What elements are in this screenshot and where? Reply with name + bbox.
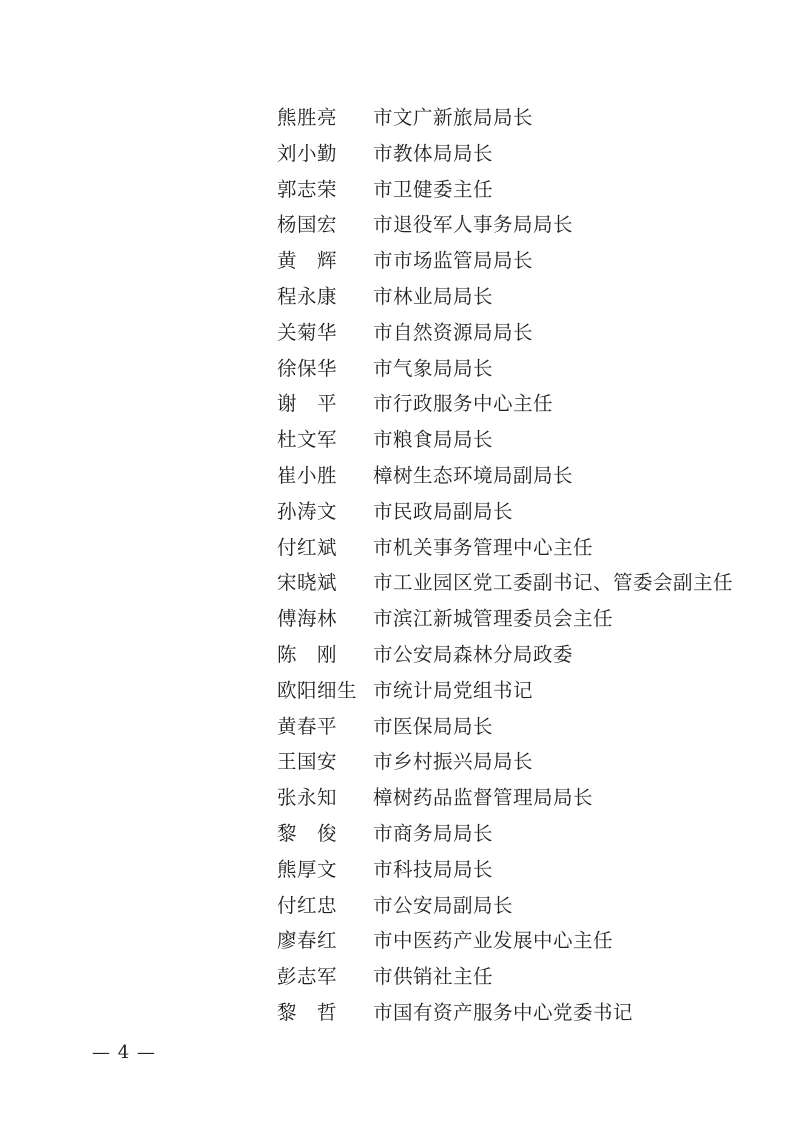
list-item — [277, 852, 757, 888]
member-name: 廖春红 — [277, 929, 338, 953]
member-name: 熊厚文 — [277, 857, 338, 881]
member-title: 市市场监管局局长 — [373, 249, 534, 273]
member-title: 市工业园区党工委副书记、管委会副主任 — [373, 571, 734, 595]
member-title: 市滨江新城管理委员会主任 — [373, 607, 614, 631]
member-name: 杨国宏 — [277, 213, 338, 237]
member-title: 市行政服务中心主任 — [373, 392, 554, 416]
member-name: 黎 哲 — [277, 1000, 338, 1024]
member-title: 市民政局副局长 — [373, 499, 514, 523]
list-item — [277, 530, 757, 566]
list-item — [277, 207, 757, 243]
member-title: 市乡村振兴局局长 — [373, 750, 534, 774]
member-title: 樟树生态环境局副局长 — [373, 463, 574, 487]
list-item — [277, 565, 757, 601]
member-name: 彭志军 — [277, 965, 338, 989]
member-name: 张永知 — [277, 786, 338, 810]
member-name: 杜文军 — [277, 428, 338, 452]
member-title: 市公安局森林分局政委 — [373, 642, 574, 666]
member-name: 孙涛文 — [277, 499, 338, 523]
member-title: 市自然资源局局长 — [373, 320, 534, 344]
member-title: 市公安局副局长 — [373, 893, 514, 917]
member-title: 市文广新旅局局长 — [373, 106, 534, 129]
member-title: 市退役军人事务局局长 — [373, 213, 574, 237]
member-name: 郭志荣 — [277, 177, 338, 201]
member-name: 黄 辉 — [277, 249, 338, 273]
list-item — [277, 172, 757, 208]
member-title: 市卫健委主任 — [373, 177, 494, 201]
list-item — [277, 923, 757, 959]
member-title: 市林业局局长 — [373, 284, 494, 308]
member-title: 市供销社主任 — [373, 965, 494, 989]
list-item — [277, 780, 757, 816]
member-name: 程永康 — [277, 284, 338, 308]
member-title: 市医保局局长 — [373, 714, 494, 738]
list-item — [277, 744, 757, 780]
list-item — [277, 959, 757, 995]
member-title: 市教体局局长 — [373, 141, 494, 165]
list-item — [277, 386, 757, 422]
member-title: 市商务局局长 — [373, 821, 494, 845]
member-name: 黎 俊 — [277, 821, 338, 845]
member-name: 宋晓斌 — [277, 571, 338, 595]
member-title: 市气象局局长 — [373, 356, 494, 380]
member-title: 市科技局局长 — [373, 857, 494, 881]
member-name: 关菊华 — [277, 320, 338, 344]
member-title: 市粮食局局长 — [373, 428, 494, 452]
member-list — [277, 100, 757, 1031]
member-title: 市统计局党组书记 — [373, 678, 534, 702]
member-title: 樟树药品监督管理局局长 — [373, 786, 594, 810]
member-name: 付红斌 — [277, 535, 338, 559]
list-item — [277, 494, 757, 530]
member-name: 王国安 — [277, 750, 338, 774]
member-name: 陈 刚 — [277, 642, 338, 666]
list-item — [277, 637, 757, 673]
member-name: 黄春平 — [277, 714, 338, 738]
list-item — [277, 351, 757, 387]
page-number: — 4 — — [92, 1042, 156, 1063]
member-title: 市国有资产服务中心党委书记 — [373, 1000, 634, 1024]
list-item — [277, 422, 757, 458]
list-item — [277, 243, 757, 279]
member-name: 傅海林 — [277, 607, 338, 631]
list-item — [277, 709, 757, 745]
list-item — [277, 673, 757, 709]
member-name: 付红忠 — [277, 893, 338, 917]
member-name: 熊胜亮 — [277, 106, 338, 129]
list-item — [277, 888, 757, 924]
list-item — [277, 458, 757, 494]
member-title: 市机关事务管理中心主任 — [373, 535, 594, 559]
member-name: 徐保华 — [277, 356, 338, 380]
list-item — [277, 100, 757, 136]
list-item — [277, 995, 757, 1031]
list-item — [277, 601, 757, 637]
member-name: 刘小勤 — [277, 141, 338, 165]
member-name: 谢 平 — [277, 392, 338, 416]
list-item — [277, 315, 757, 351]
list-item — [277, 279, 757, 315]
member-name: 崔小胜 — [277, 463, 338, 487]
list-item — [277, 816, 757, 852]
list-item — [277, 136, 757, 172]
member-name: 欧阳细生 — [277, 678, 358, 702]
member-title: 市中医药产业发展中心主任 — [373, 929, 614, 953]
